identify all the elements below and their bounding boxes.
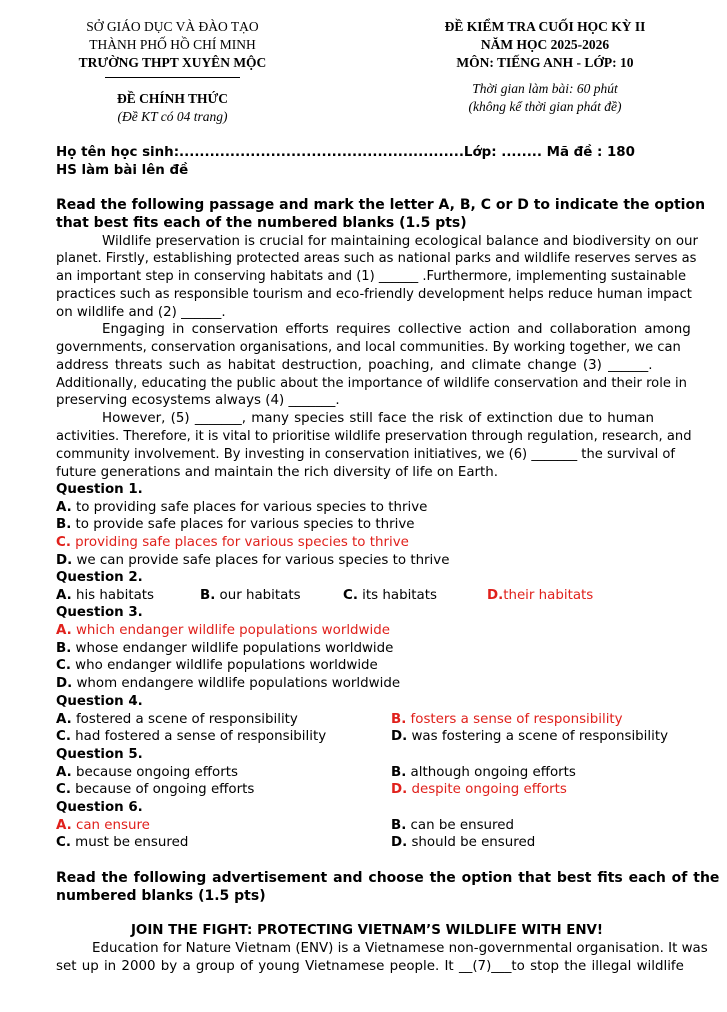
question-5-title: Question 5. (56, 747, 143, 762)
student-instruction: HS làm bài lên đề (56, 163, 189, 178)
section2-title-1: Read the following advertisement and choose the option that best fits each of the (56, 870, 720, 886)
advert-p1-line1: Education for Nature Vietnam (ENV) is a Vietnamese non-governmental organisation. It was (92, 941, 708, 956)
subject-grade: MÔN: TIẾNG ANH - LỚP: 10 (456, 55, 634, 70)
q2-option-d[interactable]: D.their habitats (487, 588, 594, 603)
exam-title: ĐỀ KIỂM TRA CUỐI HỌC KỲ II (444, 19, 646, 34)
city-name: THÀNH PHỐ HỒ CHÍ MINH (89, 37, 256, 52)
q6-option-a[interactable]: A. can ensure (56, 818, 150, 833)
question-6-title: Question 6. (56, 800, 143, 815)
q4-option-b[interactable]: B. fosters a sense of responsibility (391, 712, 623, 727)
passage-p1-line1: Wildlife preservation is crucial for maintaining ecological balance and biodiversity on our (102, 234, 699, 249)
student-info-line: Họ tên học sinh:........................................................Lớp: ........ Mã đề : 180 (56, 145, 635, 160)
time-note: (không kể thời gian phát đề) (468, 99, 622, 114)
official-label: ĐỀ CHÍNH THỨC (116, 91, 228, 106)
passage-p3-line1: However, (5) _______, many species still face the risk of extinction due to human (102, 411, 654, 426)
passage-p1-line3: an important step in conserving habitats and (1) ______ .Furthermore, implementing sustainable (56, 269, 687, 284)
q3-option-a[interactable]: A. which endanger wildlife populations worldwide (56, 623, 390, 638)
question-3-title: Question 3. (56, 605, 143, 620)
q3-option-b[interactable]: B. whose endanger wildlife populations worldwide (56, 641, 394, 656)
q4-option-d[interactable]: D. was fostering a scene of responsibility (391, 729, 669, 744)
q6-option-b[interactable]: B. can be ensured (391, 818, 514, 833)
time-limit: Thời gian làm bài: 60 phút (472, 81, 618, 96)
passage-p2-line3: address threats such as habitat destruction, poaching, and climate change (3) ______. (56, 358, 653, 373)
q1-option-d[interactable]: D. we can provide safe places for various species to thrive (56, 553, 450, 568)
question-4-title: Question 4. (56, 694, 143, 709)
advertisement-heading: JOIN THE FIGHT: PROTECTING VIETNAM’S WILDLIFE WITH ENV! (130, 923, 604, 938)
passage-p1-line4: practices such as responsible tourism and eco-friendly development helps reduce human impact (56, 287, 692, 302)
question-1-title: Question 1. (56, 482, 143, 497)
passage-p2-line2: governments, conservation organisations, and local communities. By working together, we can (56, 340, 681, 355)
passage-p2-line1: Engaging in conservation efforts requires collective action and collaboration among (102, 322, 691, 337)
section1-title-1: Read the following passage and mark the letter A, B, C or D to indicate the option (56, 197, 706, 213)
q2-option-c[interactable]: C. its habitats (343, 588, 437, 603)
q1-option-b[interactable]: B. to provide safe places for various species to thrive (56, 517, 415, 532)
school-year: NĂM HỌC 2025-2026 (480, 37, 610, 52)
q1-option-c[interactable]: C. providing safe places for various species to thrive (56, 535, 409, 550)
passage-p2-line4: Additionally, educating the public about the importance of wildlife conservation and their role in (56, 376, 687, 391)
passage-p2-line5: preserving ecosystems always (4) _______. (56, 393, 340, 408)
q4-option-a[interactable]: A. fostered a scene of responsibility (56, 712, 298, 727)
advert-p1-line2: set up in 2000 by a group of young Vietnamese people. It __(7)___to stop the illegal wildlife (56, 959, 684, 974)
header-divider (105, 77, 240, 78)
school-name: TRƯỜNG THPT XUYÊN MỘC (78, 55, 267, 70)
q3-option-c[interactable]: C. who endanger wildlife populations worldwide (56, 658, 378, 673)
q3-option-d[interactable]: D. whom endangere wildlife populations worldwide (56, 676, 401, 691)
passage-p1-line2: planet. Firstly, establishing protected areas such as national parks and wildlife reserves serves as (56, 251, 697, 266)
section2-title-2: numbered blanks (1.5 pts) (56, 888, 266, 904)
header-right (395, 18, 695, 72)
pages-note: (Đề KT có 04 trang) (117, 109, 228, 124)
passage-p3-line4: future generations and maintain the rich diversity of life on Earth. (56, 465, 499, 480)
header-time (395, 80, 695, 116)
passage-p3-line3: community involvement. By investing in conservation initiatives, we (6) _______ the survival of (56, 447, 676, 462)
q5-option-a[interactable]: A. because ongoing efforts (56, 765, 238, 780)
question-2-title: Question 2. (56, 570, 143, 585)
passage-p3-line2: activities. Therefore, it is vital to prioritise wildlife preservation through regulation, research, and (56, 429, 692, 444)
q2-option-a[interactable]: A. his habitats (56, 588, 154, 603)
q4-option-c[interactable]: C. had fostered a sense of responsibility (56, 729, 327, 744)
q6-option-d[interactable]: D. should be ensured (391, 835, 536, 850)
q5-option-d[interactable]: D. despite ongoing efforts (391, 782, 567, 797)
department-name: SỞ GIÁO DỤC VÀ ĐÀO TẠO (86, 19, 259, 34)
q5-option-c[interactable]: C. because of ongoing efforts (56, 782, 255, 797)
passage-p1-line5: on wildlife and (2) ______. (56, 305, 226, 320)
header-left (40, 18, 305, 72)
header-official (40, 90, 305, 126)
section1-title-2: that best fits each of the numbered blanks (1.5 pts) (56, 215, 467, 231)
q6-option-c[interactable]: C. must be ensured (56, 835, 189, 850)
q2-option-b[interactable]: B. our habitats (200, 588, 301, 603)
q5-option-b[interactable]: B. although ongoing efforts (391, 765, 576, 780)
q1-option-a[interactable]: A. to providing safe places for various species to thrive (56, 500, 428, 515)
